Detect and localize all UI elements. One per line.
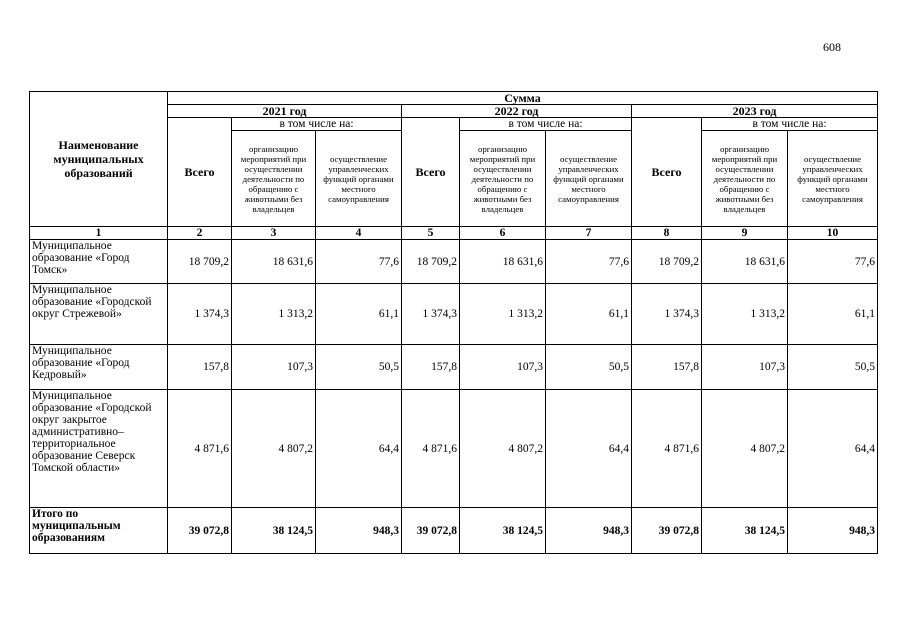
cell-value: 18 631,6 [702, 240, 788, 284]
cell-value: 4 807,2 [702, 390, 788, 508]
col-number: 4 [316, 227, 402, 240]
cell-value: 107,3 [702, 345, 788, 390]
table-row [30, 240, 878, 284]
municipality-name: Муниципальное образование «Город Кедровый» [30, 345, 168, 390]
cell-value: 18 709,2 [402, 240, 460, 284]
total-value: 948,3 [546, 508, 632, 554]
header-including-2023: в том числе на: [702, 118, 878, 131]
col-number: 10 [788, 227, 878, 240]
total-label: Итого по муниципальным образованиям [30, 508, 168, 554]
cell-value: 4 807,2 [460, 390, 546, 508]
header-year-2023: 2023 год [632, 105, 878, 118]
total-value: 39 072,8 [632, 508, 702, 554]
cell-value: 50,5 [316, 345, 402, 390]
cell-value: 18 709,2 [168, 240, 232, 284]
header-including-2021: в том числе на: [232, 118, 402, 131]
cell-value: 61,1 [316, 284, 402, 345]
total-value: 38 124,5 [460, 508, 546, 554]
total-row [30, 508, 878, 554]
header-animals-2023: организацию мероприятий при осуществлении деятельности по обращению с животными без владельцев [702, 131, 788, 227]
total-value: 948,3 [788, 508, 878, 554]
header-functions-2022: осуществление управленческих функций органами местного самоуправления [546, 131, 632, 227]
cell-value: 107,3 [460, 345, 546, 390]
cell-value: 1 374,3 [632, 284, 702, 345]
municipality-name: Муниципальное образование «Город Томск» [30, 240, 168, 284]
page-number: 608 [823, 40, 841, 54]
header-municipality: Наименование муниципальных образований [30, 92, 168, 227]
cell-value: 107,3 [232, 345, 316, 390]
table-row [30, 345, 878, 390]
cell-value: 4 871,6 [402, 390, 460, 508]
municipality-name: Муниципальное образование «Городской округ Стрежевой» [30, 284, 168, 345]
header-sum: Сумма [168, 92, 878, 105]
cell-value: 50,5 [788, 345, 878, 390]
cell-value: 18 709,2 [632, 240, 702, 284]
header-total-2023: Всего [632, 118, 702, 227]
cell-value: 18 631,6 [232, 240, 316, 284]
cell-value: 4 871,6 [632, 390, 702, 508]
header-year-2022: 2022 год [402, 105, 632, 118]
cell-value: 157,8 [168, 345, 232, 390]
col-number: 8 [632, 227, 702, 240]
total-value: 39 072,8 [168, 508, 232, 554]
col-number: 9 [702, 227, 788, 240]
cell-value: 77,6 [316, 240, 402, 284]
cell-value: 64,4 [316, 390, 402, 508]
cell-value: 1 313,2 [702, 284, 788, 345]
header-year-2021: 2021 год [168, 105, 402, 118]
cell-value: 64,4 [788, 390, 878, 508]
header-total-2022: Всего [402, 118, 460, 227]
cell-value: 77,6 [546, 240, 632, 284]
cell-value: 1 313,2 [232, 284, 316, 345]
total-value: 39 072,8 [402, 508, 460, 554]
header-functions-2021: осуществление управленческих функций органами местного самоуправления [316, 131, 402, 227]
col-number: 1 [30, 227, 168, 240]
cell-value: 157,8 [632, 345, 702, 390]
cell-value: 64,4 [546, 390, 632, 508]
cell-value: 4 871,6 [168, 390, 232, 508]
col-number: 5 [402, 227, 460, 240]
cell-value: 157,8 [402, 345, 460, 390]
header-functions-2023: осуществление управленческих функций органами местного самоуправления [788, 131, 878, 227]
header-animals-2021: организацию мероприятий при осуществлении деятельности по обращению с животными без владельцев [232, 131, 316, 227]
cell-value: 4 807,2 [232, 390, 316, 508]
cell-value: 61,1 [788, 284, 878, 345]
total-value: 38 124,5 [702, 508, 788, 554]
cell-value: 77,6 [788, 240, 878, 284]
total-value: 38 124,5 [232, 508, 316, 554]
total-value: 948,3 [316, 508, 402, 554]
municipality-name: Муниципальное образование «Городской округ закрытое административно–территориальное образование Северск Томской области» [30, 390, 168, 508]
cell-value: 50,5 [546, 345, 632, 390]
col-number: 3 [232, 227, 316, 240]
header-including-2022: в том числе на: [460, 118, 632, 131]
subsidy-table [29, 91, 878, 554]
header-total-2021: Всего [168, 118, 232, 227]
header-animals-2022: организацию мероприятий при осуществлении деятельности по обращению с животными без владельцев [460, 131, 546, 227]
cell-value: 1 313,2 [460, 284, 546, 345]
cell-value: 1 374,3 [168, 284, 232, 345]
col-number: 2 [168, 227, 232, 240]
table-row [30, 390, 878, 508]
cell-value: 18 631,6 [460, 240, 546, 284]
col-number: 6 [460, 227, 546, 240]
cell-value: 1 374,3 [402, 284, 460, 345]
cell-value: 61,1 [546, 284, 632, 345]
table-row [30, 284, 878, 345]
col-number: 7 [546, 227, 632, 240]
